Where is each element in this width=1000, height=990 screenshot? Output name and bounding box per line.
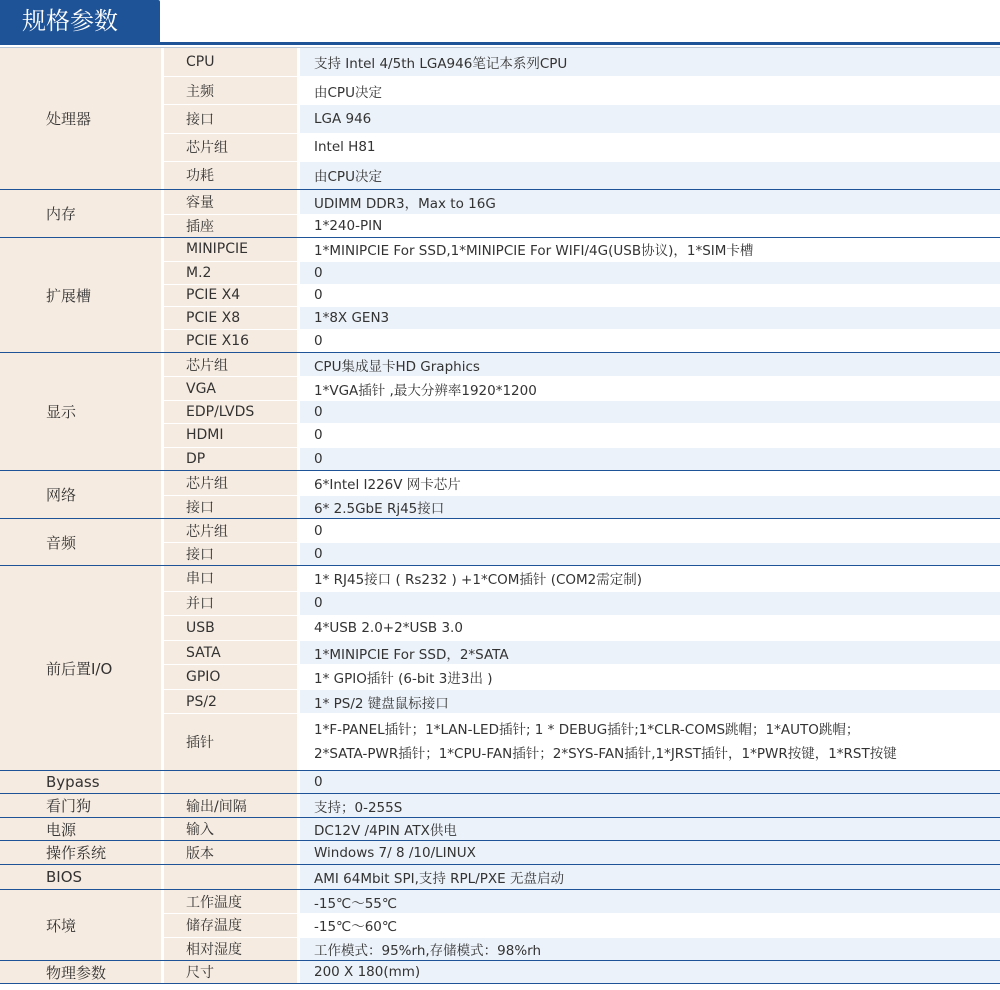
spec-label: 接口 (161, 542, 297, 565)
spec-row (161, 542, 1000, 565)
category-label: 内存 (0, 190, 161, 237)
spec-label: 芯片组 (161, 519, 297, 542)
spec-label: 接口 (161, 495, 297, 519)
spec-row (161, 48, 1000, 76)
spec-row (161, 664, 1000, 689)
spec-row (161, 937, 1000, 960)
spec-label: 并口 (161, 591, 297, 616)
category-label: 显示 (0, 353, 161, 470)
spec-row (161, 961, 1000, 983)
spec-label: PS/2 (161, 689, 297, 714)
spec-label: GPIO (161, 664, 297, 689)
spec-label: PCIE X16 (161, 329, 297, 352)
spec-group (0, 471, 1000, 519)
spec-row (161, 615, 1000, 640)
spec-row (161, 376, 1000, 399)
spec-label: HDMI (161, 423, 297, 446)
spec-value: 0 (297, 771, 1000, 793)
spec-label: PCIE X8 (161, 306, 297, 329)
spec-label: M.2 (161, 261, 297, 284)
spec-label: 插针 (161, 713, 297, 770)
spec-value: 1*MINIPCIE For SSD,1*MINIPCIE For WIFI/4G(USB协议)，1*SIM卡槽 (297, 238, 1000, 261)
spec-value: Intel H81 (297, 133, 1000, 161)
spec-group (0, 771, 1000, 794)
spec-value: UDIMM DDR3，Max to 16G (297, 190, 1000, 214)
spec-group (0, 519, 1000, 566)
spec-label: 版本 (161, 841, 297, 864)
spec-row (161, 640, 1000, 665)
spec-label: USB (161, 615, 297, 640)
spec-label (161, 771, 297, 793)
spec-row (161, 841, 1000, 864)
spec-row (161, 713, 1000, 770)
spec-value: 0 (297, 591, 1000, 616)
category-label: 网络 (0, 471, 161, 518)
spec-value: 1*VGA插针 ,最大分辨率1920*1200 (297, 376, 1000, 399)
spec-value: 由CPU决定 (297, 76, 1000, 104)
spec-row (161, 284, 1000, 307)
spec-label: 容量 (161, 190, 297, 214)
spec-group (0, 865, 1000, 890)
spec-value (297, 713, 1000, 770)
spec-label: 尺寸 (161, 961, 297, 983)
spec-group (0, 238, 1000, 353)
spec-label: 相对湿度 (161, 937, 297, 960)
spec-label: 芯片组 (161, 471, 297, 495)
spec-value: 0 (297, 400, 1000, 423)
spec-label (161, 865, 297, 889)
spec-value: 6* 2.5GbE Rj45接口 (297, 495, 1000, 519)
spec-value-line: 2*SATA-PWR插针；1*CPU-FAN插针；2*SYS-FAN插针,1*JRST插针，1*PWR按键，1*RST按键 (314, 746, 897, 763)
spec-row (161, 495, 1000, 519)
spec-group (0, 190, 1000, 238)
spec-group (0, 353, 1000, 471)
spec-value: 0 (297, 542, 1000, 565)
spec-label: PCIE X4 (161, 284, 297, 307)
spec-group (0, 794, 1000, 818)
spec-row (161, 161, 1000, 189)
spec-label: 芯片组 (161, 353, 297, 376)
spec-row (161, 890, 1000, 913)
spec-label: 接口 (161, 104, 297, 132)
spec-row (161, 104, 1000, 132)
spec-value: 1* GPIO插针 (6-bit 3进3出 ) (297, 664, 1000, 689)
spec-row (161, 794, 1000, 817)
spec-label: SATA (161, 640, 297, 665)
spec-table (0, 47, 1000, 984)
spec-group (0, 890, 1000, 961)
spec-value: -15℃～60℃ (297, 913, 1000, 936)
spec-value: -15℃～55℃ (297, 890, 1000, 913)
spec-value: 1*MINIPCIE For SSD，2*SATA (297, 640, 1000, 665)
spec-row (161, 865, 1000, 889)
spec-row (161, 566, 1000, 591)
spec-value: AMI 64Mbit SPI,支持 RPL/PXE 无盘启动 (297, 865, 1000, 889)
spec-group (0, 961, 1000, 984)
spec-label: DP (161, 447, 297, 470)
spec-label: MINIPCIE (161, 238, 297, 261)
spec-row (161, 771, 1000, 793)
spec-row (161, 190, 1000, 214)
spec-value: 0 (297, 519, 1000, 542)
spec-row (161, 329, 1000, 352)
spec-label: CPU (161, 48, 297, 76)
spec-value: DC12V /4PIN ATX供电 (297, 818, 1000, 840)
spec-label: 储存温度 (161, 913, 297, 936)
spec-label: 串口 (161, 566, 297, 591)
category-label: 环境 (0, 890, 161, 960)
spec-value: 6*Intel I226V 网卡芯片 (297, 471, 1000, 495)
spec-value: 0 (297, 447, 1000, 470)
spec-value: 工作模式：95%rh,存储模式：98%rh (297, 937, 1000, 960)
category-label: 电源 (0, 818, 161, 840)
spec-row (161, 471, 1000, 495)
spec-label: 输出/间隔 (161, 794, 297, 817)
spec-value: 1* RJ45接口 ( Rs232 ) +1*COM插针 (COM2需定制) (297, 566, 1000, 591)
category-label: BIOS (0, 865, 161, 889)
spec-value: CPU集成显卡HD Graphics (297, 353, 1000, 376)
spec-row (161, 447, 1000, 470)
spec-value: Windows 7/ 8 /10/LINUX (297, 841, 1000, 864)
spec-row (161, 76, 1000, 104)
category-label: 扩展槽 (0, 238, 161, 352)
spec-label: EDP/LVDS (161, 400, 297, 423)
spec-value: 0 (297, 329, 1000, 352)
category-label: 处理器 (0, 48, 161, 189)
spec-label: 功耗 (161, 161, 297, 189)
page-title: 规格参数 (0, 0, 160, 42)
spec-value: 由CPU决定 (297, 161, 1000, 189)
spec-row (161, 306, 1000, 329)
spec-row (161, 214, 1000, 238)
spec-row (161, 238, 1000, 261)
spec-row (161, 133, 1000, 161)
spec-value: 200 X 180(mm) (297, 961, 1000, 983)
spec-value: 0 (297, 423, 1000, 446)
spec-value: LGA 946 (297, 104, 1000, 132)
spec-row (161, 400, 1000, 423)
spec-label: 工作温度 (161, 890, 297, 913)
spec-label: VGA (161, 376, 297, 399)
category-label: 音频 (0, 519, 161, 565)
spec-label: 芯片组 (161, 133, 297, 161)
spec-label: 输入 (161, 818, 297, 840)
spec-group (0, 818, 1000, 841)
spec-value: 0 (297, 284, 1000, 307)
spec-group (0, 47, 1000, 190)
spec-value: 4*USB 2.0+2*USB 3.0 (297, 615, 1000, 640)
category-label: 看门狗 (0, 794, 161, 817)
category-label: 前后置I/O (0, 566, 161, 770)
spec-value: 0 (297, 261, 1000, 284)
spec-row (161, 913, 1000, 936)
spec-value: 1*240-PIN (297, 214, 1000, 238)
spec-value-line: 1*F-PANEL插针；1*LAN-LED插针; 1 * DEBUG插针;1*CLR-COMS跳帽；1*AUTO跳帽； (314, 722, 860, 739)
category-label: 操作系统 (0, 841, 161, 864)
spec-row (161, 261, 1000, 284)
spec-value: 1* PS/2 键盘鼠标接口 (297, 689, 1000, 714)
spec-value: 支持；0-255S (297, 794, 1000, 817)
spec-row (161, 519, 1000, 542)
spec-row (161, 423, 1000, 446)
title-divider (0, 42, 1000, 45)
spec-value: 1*8X GEN3 (297, 306, 1000, 329)
spec-value: 支持 Intel 4/5th LGA946笔记本系列CPU (297, 48, 1000, 76)
category-label: Bypass (0, 771, 161, 793)
spec-group (0, 841, 1000, 865)
spec-label: 主频 (161, 76, 297, 104)
spec-row (161, 353, 1000, 376)
spec-group (0, 566, 1000, 771)
spec-row (161, 591, 1000, 616)
category-label: 物理参数 (0, 961, 161, 983)
spec-row (161, 689, 1000, 714)
spec-row (161, 818, 1000, 840)
spec-label: 插座 (161, 214, 297, 238)
